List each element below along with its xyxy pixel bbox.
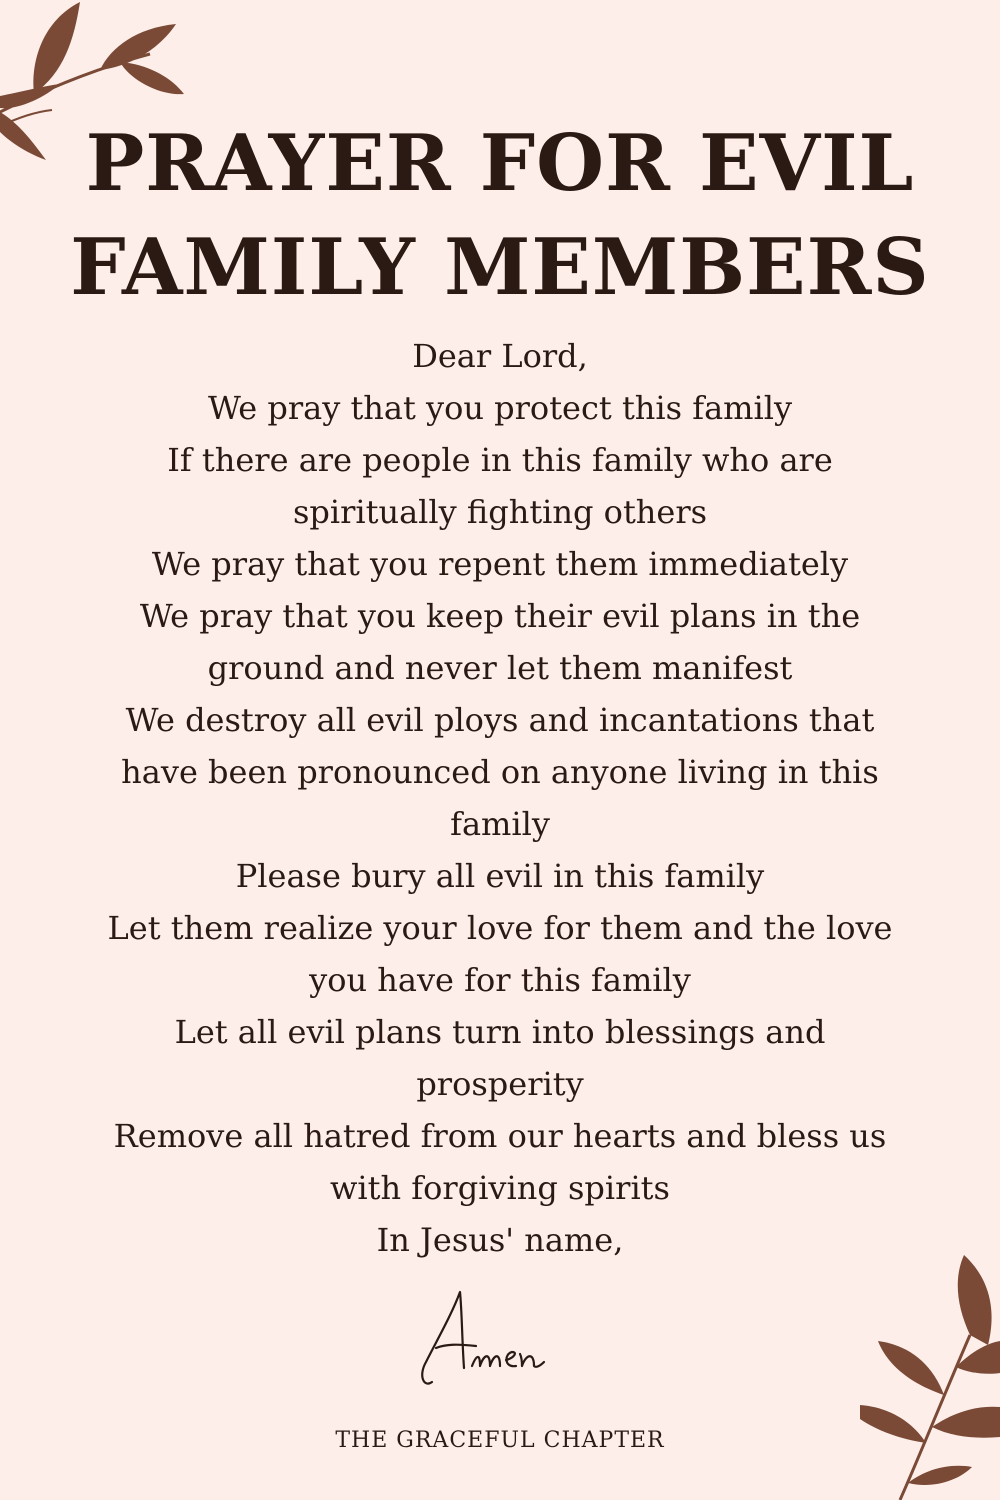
prayer-line: spiritually fighting others bbox=[292, 493, 708, 531]
prayer-line: prosperity bbox=[416, 1065, 584, 1103]
amen-signature bbox=[380, 1278, 620, 1388]
prayer-line: If there are people in this family who are bbox=[167, 441, 833, 479]
prayer-line: In Jesus' name, bbox=[376, 1221, 624, 1259]
brand-footer: THE GRACEFUL CHAPTER bbox=[335, 1428, 665, 1453]
prayer-line: you have for this family bbox=[309, 961, 691, 999]
prayer-line: with forgiving spirits bbox=[330, 1169, 670, 1207]
prayer-line: We pray that you repent them immediately bbox=[151, 545, 849, 583]
leaf-branch-icon bbox=[860, 1255, 1000, 1500]
title-line-1: PRAYER FOR EVIL bbox=[85, 118, 915, 209]
prayer-line: Please bury all evil in this family bbox=[235, 857, 765, 895]
prayer-line: Let them realize your love for them and the love bbox=[107, 909, 893, 947]
prayer-line: Dear Lord, bbox=[412, 337, 588, 375]
prayer-line: have been pronounced on anyone living in this bbox=[121, 753, 879, 791]
prayer-line: Let all evil plans turn into blessings and bbox=[174, 1013, 826, 1051]
prayer-text bbox=[40, 330, 960, 1266]
prayer-line: family bbox=[450, 805, 550, 843]
page-title bbox=[0, 112, 1000, 320]
prayer-line: Remove all hatred from our hearts and bless us bbox=[113, 1117, 887, 1155]
prayer-line: ground and never let them manifest bbox=[207, 649, 793, 687]
title-line-2: FAMILY MEMBERS bbox=[70, 222, 930, 313]
prayer-line: We destroy all evil ploys and incantations that bbox=[125, 701, 875, 739]
prayer-line: We pray that you keep their evil plans in the bbox=[139, 597, 861, 635]
prayer-line: We pray that you protect this family bbox=[207, 389, 793, 427]
